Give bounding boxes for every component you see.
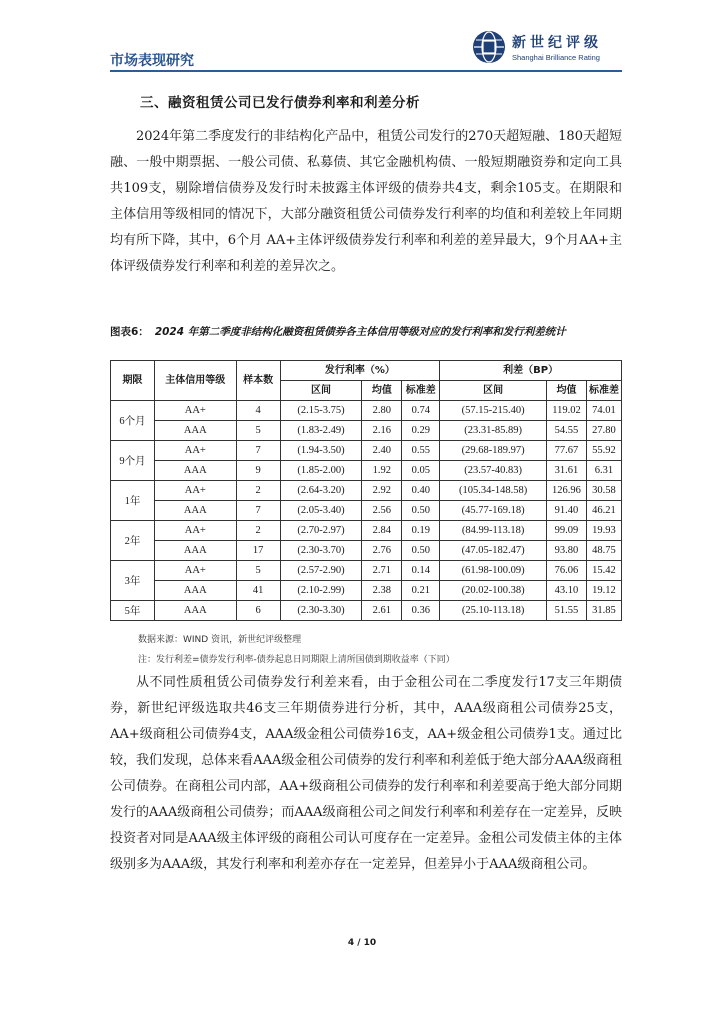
rate-std-cell: 0.36	[402, 601, 440, 621]
spread-range-cell: (23.31-85.89)	[440, 421, 547, 441]
rate-mean-cell: 2.61	[362, 601, 402, 621]
table-row	[111, 481, 622, 501]
spread-std-cell: 30.58	[586, 481, 621, 501]
data-source-note: 数据来源：WIND 资讯，新世纪评级整理	[138, 635, 302, 645]
header-section-title: 市场表现研究	[110, 53, 194, 69]
rate-range-cell: (2.05-3.40)	[280, 501, 362, 521]
rate-mean-cell: 2.16	[362, 421, 402, 441]
table-row	[111, 441, 622, 461]
period-cell: 1年	[111, 481, 155, 521]
rating-cell: AAA	[154, 601, 236, 621]
table-row	[111, 501, 622, 521]
caption-text: 2024 年第二季度非结构化融资租赁债券各主体信用等级对应的发行利率和发行利差统计	[154, 326, 566, 338]
rate-range-cell: (2.30-3.30)	[280, 601, 362, 621]
caption-label: 图表6：	[110, 326, 149, 338]
spread-mean-cell: 126.96	[547, 481, 587, 501]
rate-range-cell: (2.70-2.97)	[280, 521, 362, 541]
spread-mean-cell: 54.55	[547, 421, 587, 441]
spread-range-cell: (57.15-215.40)	[440, 401, 547, 421]
rate-mean-cell: 2.38	[362, 581, 402, 601]
rate-range-cell: (1.94-3.50)	[280, 441, 362, 461]
header-spread-mean: 均值	[547, 381, 587, 401]
header-period: 期限	[111, 361, 155, 401]
rating-cell: AAA	[154, 501, 236, 521]
rate-range-cell: (2.15-3.75)	[280, 401, 362, 421]
sample-cell: 2	[236, 481, 280, 501]
spread-std-cell: 19.93	[586, 521, 621, 541]
spread-mean-cell: 31.61	[547, 461, 587, 481]
table-row	[111, 461, 622, 481]
spread-mean-cell: 77.67	[547, 441, 587, 461]
spread-range-cell: (29.68-189.97)	[440, 441, 547, 461]
header-rate-group: 发行利率（%）	[280, 361, 440, 381]
header-rate-range: 区间	[280, 381, 362, 401]
rating-cell: AAA	[154, 421, 236, 441]
rating-cell: AA+	[154, 561, 236, 581]
rate-std-cell: 0.14	[402, 561, 440, 581]
rate-range-cell: (2.30-3.70)	[280, 541, 362, 561]
spread-std-cell: 19.12	[586, 581, 621, 601]
rate-mean-cell: 2.40	[362, 441, 402, 461]
spread-mean-cell: 51.55	[547, 601, 587, 621]
spread-std-cell: 6.31	[586, 461, 621, 481]
rating-cell: AAA	[154, 541, 236, 561]
logo-globe-icon	[472, 30, 506, 64]
sample-cell: 2	[236, 521, 280, 541]
table-row	[111, 421, 622, 441]
rate-mean-cell: 2.56	[362, 501, 402, 521]
spread-range-cell: (23.57-40.83)	[440, 461, 547, 481]
rate-mean-cell: 2.71	[362, 561, 402, 581]
header-spread-std: 标准差	[586, 381, 621, 401]
rating-cell: AA+	[154, 481, 236, 501]
logo-text-cn: 新世纪评级	[512, 35, 602, 51]
rate-std-cell: 0.55	[402, 441, 440, 461]
rate-mean-cell: 1.92	[362, 461, 402, 481]
header-spread-range: 区间	[440, 381, 547, 401]
sample-cell: 5	[236, 421, 280, 441]
sample-cell: 17	[236, 541, 280, 561]
period-cell: 3年	[111, 561, 155, 601]
header-sample: 样本数	[236, 361, 280, 401]
spread-std-cell: 27.80	[586, 421, 621, 441]
period-cell: 2年	[111, 521, 155, 561]
paragraph-text: 从不同性质租赁公司债券发行利差来看，由于金租公司在二季度发行17支三年期债券，新世纪评级选取共46支三年期债券进行分析，其中，AAA级商租公司债券25支，AA+级商租公司债券4支，AAA级金租公司债券16支，AA+级金租公司债券1支。通过比较，我们发现，总体来看AAA级金租公司债券的发行利率和利差低于绝大部分AAA级商租公司债券。在商租公司内部，AA+级商租公司债券的发行利率和利差要高于绝大部分同期发行的AAA级商租公司债券；而AAA级商租公司之间发行利率和利差存在一定差异，反映投资者对同是AAA级主体评级的商租公司认可度存在一定差异。金租公司发债主体的主体级别多为AAA级，其发行利率和利差亦存在一定差异，但差异小于AAA级商租公司。	[110, 675, 622, 872]
period-cell: 6个月	[111, 401, 155, 441]
spread-std-cell: 31.85	[586, 601, 621, 621]
rate-range-cell: (1.85-2.00)	[280, 461, 362, 481]
table-row	[111, 601, 622, 621]
table-row	[111, 561, 622, 581]
table-footnote: 注：发行利差=债券发行利率-债券起息日同期限上清所国债到期收益率（下同）	[138, 655, 455, 665]
sample-cell: 5	[236, 561, 280, 581]
period-cell: 5年	[111, 601, 155, 621]
spread-range-cell: (45.77-169.18)	[440, 501, 547, 521]
rate-mean-cell: 2.80	[362, 401, 402, 421]
intro-paragraph	[110, 124, 622, 280]
rate-std-cell: 0.74	[402, 401, 440, 421]
analysis-paragraph	[110, 670, 622, 878]
header-spread-group: 利差（BP）	[440, 361, 622, 381]
rate-std-cell: 0.05	[402, 461, 440, 481]
page-number: 4 / 10	[347, 938, 377, 948]
spread-range-cell: (47.05-182.47)	[440, 541, 547, 561]
table-row	[111, 521, 622, 541]
spread-std-cell: 15.42	[586, 561, 621, 581]
spread-std-cell: 74.01	[586, 401, 621, 421]
table-row	[111, 581, 622, 601]
sample-cell: 6	[236, 601, 280, 621]
rate-range-cell: (2.10-2.99)	[280, 581, 362, 601]
rate-range-cell: (2.57-2.90)	[280, 561, 362, 581]
sample-cell: 41	[236, 581, 280, 601]
header-rating: 主体信用等级	[154, 361, 236, 401]
spread-range-cell: (84.99-113.18)	[440, 521, 547, 541]
header-rate-std: 标准差	[402, 381, 440, 401]
spread-mean-cell: 43.10	[547, 581, 587, 601]
spread-mean-cell: 93.80	[547, 541, 587, 561]
spread-mean-cell: 91.40	[547, 501, 587, 521]
table-row	[111, 401, 622, 421]
paragraph-text: 2024年第二季度发行的非结构化产品中，租赁公司发行的270天超短融、180天超短融、一般中期票据、一般公司债、私募债、其它金融机构债、一般短期融资券和定向工具共109支，剔除增信债券及发行时未披露主体评级的债券共4支，剩余105支。在期限和主体信用等级相同的情况下，大部分融资租赁公司债券发行利率的均值和利差较上年同期均有所下降，其中，6个月 AA+主体评级债券发行利率和利差的差异最大，9个月AA+主体评级债券发行利率和利差的差异次之。	[110, 129, 622, 274]
spread-range-cell: (61.98-100.09)	[440, 561, 547, 581]
sample-cell: 4	[236, 401, 280, 421]
spread-range-cell: (25.10-113.18)	[440, 601, 547, 621]
rate-spread-table	[110, 360, 622, 621]
rate-std-cell: 0.21	[402, 581, 440, 601]
spread-mean-cell: 76.06	[547, 561, 587, 581]
spread-mean-cell: 99.09	[547, 521, 587, 541]
rate-std-cell: 0.19	[402, 521, 440, 541]
sample-cell: 9	[236, 461, 280, 481]
company-logo	[472, 30, 622, 70]
spread-std-cell: 48.75	[586, 541, 621, 561]
spread-range-cell: (20.02-100.38)	[440, 581, 547, 601]
rate-std-cell: 0.50	[402, 541, 440, 561]
rating-cell: AAA	[154, 461, 236, 481]
rating-cell: AAA	[154, 581, 236, 601]
rate-std-cell: 0.50	[402, 501, 440, 521]
rate-range-cell: (1.83-2.49)	[280, 421, 362, 441]
rate-mean-cell: 2.76	[362, 541, 402, 561]
rating-cell: AA+	[154, 441, 236, 461]
rate-mean-cell: 2.92	[362, 481, 402, 501]
sample-cell: 7	[236, 441, 280, 461]
sample-cell: 7	[236, 501, 280, 521]
period-cell: 9个月	[111, 441, 155, 481]
rate-std-cell: 0.29	[402, 421, 440, 441]
table-row	[111, 541, 622, 561]
rate-mean-cell: 2.84	[362, 521, 402, 541]
header-rate-mean: 均值	[362, 381, 402, 401]
table-caption	[110, 323, 622, 342]
section-heading: 三、融资租赁公司已发行债券利率和利差分析	[140, 95, 420, 111]
spread-std-cell: 55.92	[586, 441, 621, 461]
rate-std-cell: 0.40	[402, 481, 440, 501]
rating-cell: AA+	[154, 401, 236, 421]
logo-text-en: Shanghai Brilliance Rating	[512, 53, 600, 62]
spread-range-cell: (105.34-148.58)	[440, 481, 547, 501]
header-divider	[110, 70, 622, 72]
rate-range-cell: (2.64-3.20)	[280, 481, 362, 501]
spread-std-cell: 46.21	[586, 501, 621, 521]
spread-mean-cell: 119.02	[547, 401, 587, 421]
rating-cell: AA+	[154, 521, 236, 541]
